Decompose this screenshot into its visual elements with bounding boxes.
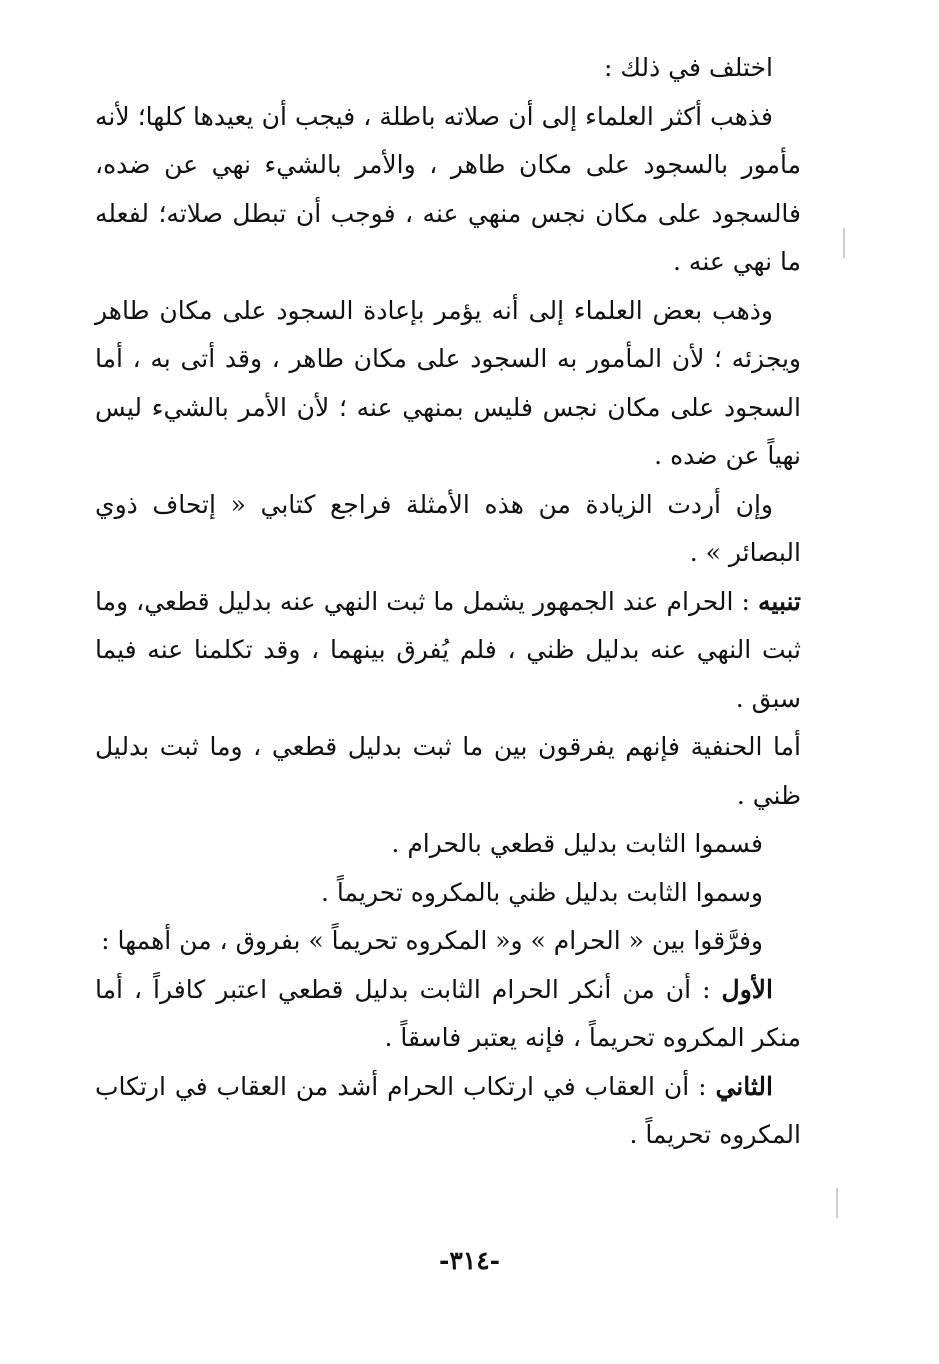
scan-edge-mark	[843, 228, 845, 258]
paragraph-list-line-2	[95, 869, 801, 918]
paragraph-text: : أن العقاب في ارتكاب الحرام أشد من العقاب في ارتكاب المكروه تحريماً .	[95, 1071, 801, 1149]
paragraph-minority-opinion	[95, 287, 801, 481]
paragraph-text: وذهب بعض العلماء إلى أنه يؤمر بإعادة السجود على مكان طاهر ويجزئه ؛ لأن المأمور به السجود على مكان طاهر ، وقد أتى به ، أما السجود على مكان نجس فليس بمنهي عنه ؛ لأن الأمر بالشيء ليس نهياً عن ضده .	[95, 295, 801, 470]
paragraph-text: أما الحنفية فإنهم يفرقون بين ما ثبت بدليل قطعي ، وما ثبت بدليل ظني .	[95, 732, 801, 810]
paragraph-second-difference	[95, 1063, 801, 1160]
paragraph-heading: الأول	[721, 974, 773, 1004]
page-body	[95, 44, 801, 1160]
paragraph-list-line-1	[95, 820, 801, 869]
paragraph-note	[95, 578, 801, 724]
paragraph-list-line-3	[95, 917, 801, 966]
paragraph-text: وسموا الثابت بدليل ظني بالمكروه تحريماً .	[321, 877, 763, 907]
scan-edge-mark	[836, 1188, 838, 1218]
page-number: -٣١٤-	[438, 1246, 501, 1275]
paragraph-heading: الثاني	[715, 1071, 773, 1101]
paragraph-heading: تنبيه	[758, 586, 801, 616]
paragraph-hanafi	[95, 723, 801, 820]
paragraph-majority-opinion	[95, 93, 801, 287]
paragraph-text: اختلف في ذلك :	[604, 53, 773, 82]
paragraph-text: فذهب أكثر العلماء إلى أن صلاته باطلة ، فيجب أن يعيدها كلها؛ لأنه مأمور بالسجود على مكان طاهر ، والأمر بالشيء نهي عن ضده، فالسجود على مكان نجس منهي عنه ، فوجب أن تبطل صلاته؛ لفعله ما نهي عنه .	[95, 101, 802, 276]
paragraph-text: وإن أردت الزيادة من هذه الأمثلة فراجع كتابي « إتحاف ذوي البصائر » .	[95, 489, 801, 567]
paragraph-text: وفرَّقوا بين « الحرام » و« المكروه تحريماً » بفروق ، من أهمها :	[101, 926, 763, 955]
paragraph-text: : أن من أنكر الحرام الثابت بدليل قطعي اعتبر كافراً ، أما منكر المكروه تحريماً ، فإنه يعتبر فاسقاً .	[95, 974, 801, 1052]
paragraph-intro	[95, 44, 801, 93]
paragraph-reference	[95, 481, 801, 578]
paragraph-text: فسموا الثابت بدليل قطعي بالحرام .	[391, 829, 763, 858]
paragraph-text: : الحرام عند الجمهور يشمل ما ثبت النهي عنه بدليل قطعي، وما ثبت النهي عنه بدليل ظني ، فلم يُفرق بينهما ، وقد تكلمنا عنه فيما سبق .	[95, 586, 801, 713]
paragraph-first-difference	[95, 966, 801, 1063]
